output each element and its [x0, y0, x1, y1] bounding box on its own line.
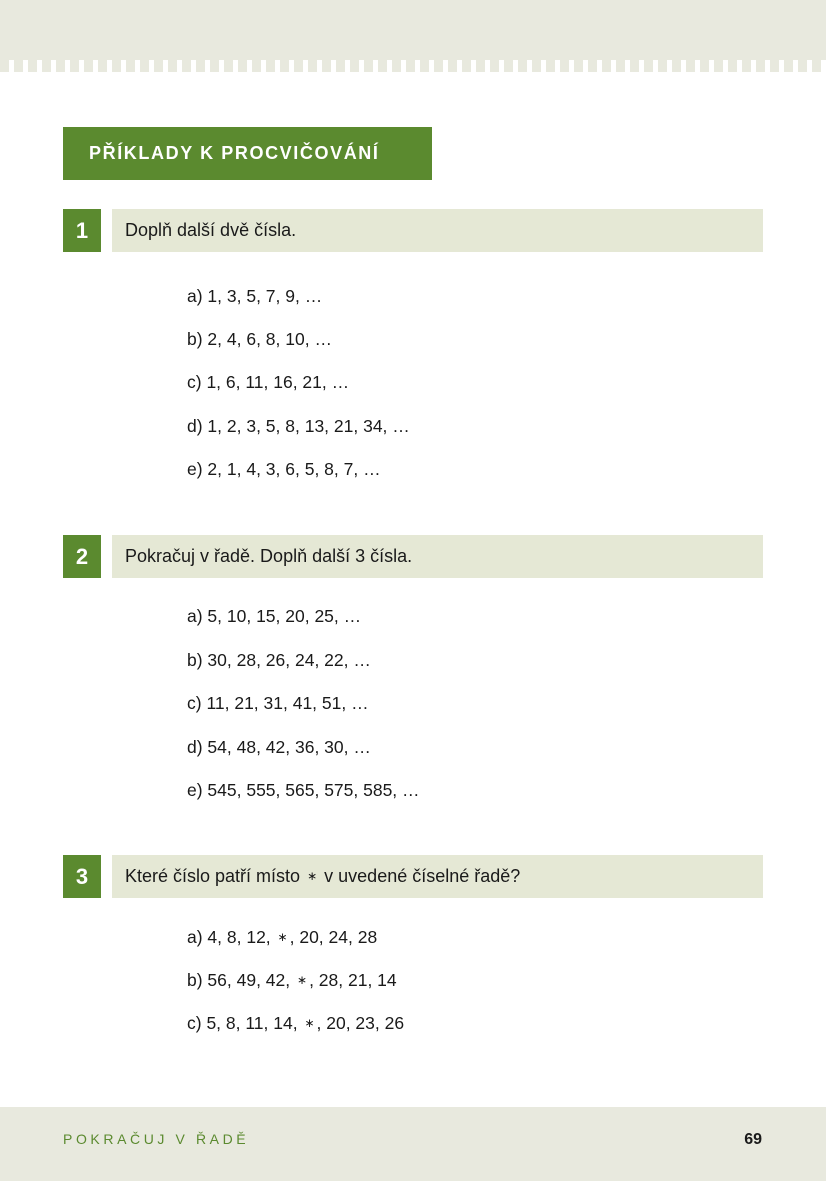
- page-number: 69: [744, 1131, 762, 1148]
- asterisk-icon: ∗: [277, 930, 288, 944]
- item-text-after: , 28, 21, 14: [309, 970, 397, 990]
- sequence-item: b) 30, 28, 26, 24, 22, …: [187, 650, 371, 670]
- exercise-number: 1: [63, 209, 101, 252]
- sequence-item: a) 5, 10, 15, 20, 25, …: [187, 606, 362, 626]
- item-text-after: , 20, 24, 28: [289, 927, 378, 947]
- exercise-instruction: [112, 855, 763, 898]
- exercise-instruction: [112, 209, 763, 252]
- exercise-2-header: [63, 535, 763, 578]
- item-text-before: c) 5, 8, 11, 14,: [187, 1013, 298, 1033]
- sequence-item: b) 2, 4, 6, 8, 10, …: [187, 329, 332, 349]
- item-text-before: b) 56, 49, 42,: [187, 970, 291, 990]
- sequence-item: [187, 970, 397, 990]
- instruction-text-before: Které číslo patří místo: [125, 866, 301, 886]
- instruction-text: Doplň další dvě čísla.: [125, 220, 297, 240]
- sequence-item: [187, 927, 377, 947]
- instruction-text: [125, 866, 520, 887]
- asterisk-icon: ∗: [304, 1016, 315, 1030]
- exercise-number: 2: [63, 535, 101, 578]
- exercise-1-header: [63, 209, 763, 252]
- section-title-text: PŘÍKLADY K PROCVIČOVÁNÍ: [89, 143, 380, 163]
- top-band: [0, 0, 826, 66]
- sequence-item: c) 1, 6, 11, 16, 21, …: [187, 372, 350, 392]
- sequence-item: d) 1, 2, 3, 5, 8, 13, 21, 34, …: [187, 416, 410, 436]
- instruction-text-after: v uvedené číselné řadě?: [324, 866, 521, 886]
- sequence-item: c) 11, 21, 31, 41, 51, …: [187, 693, 369, 713]
- exercise-3-header: [63, 855, 763, 898]
- section-title: [63, 127, 432, 180]
- instruction-text: Pokračuj v řadě. Doplň další 3 čísla.: [125, 546, 413, 566]
- asterisk-icon: ∗: [307, 869, 318, 883]
- item-text-before: a) 4, 8, 12,: [187, 927, 271, 947]
- item-text-after: , 20, 23, 26: [316, 1013, 405, 1033]
- dashed-border: [0, 60, 826, 72]
- sequence-item: e) 545, 555, 565, 575, 585, …: [187, 780, 420, 800]
- sequence-item: d) 54, 48, 42, 36, 30, …: [187, 737, 371, 757]
- footer-chapter-label: POKRAČUJ V ŘADĚ: [63, 1131, 250, 1147]
- sequence-item: a) 1, 3, 5, 7, 9, …: [187, 286, 323, 306]
- sequence-item: e) 2, 1, 4, 3, 6, 5, 8, 7, …: [187, 459, 381, 479]
- exercise-number: 3: [63, 855, 101, 898]
- asterisk-icon: ∗: [297, 973, 308, 987]
- sequence-item: [187, 1013, 404, 1033]
- exercise-instruction: [112, 535, 763, 578]
